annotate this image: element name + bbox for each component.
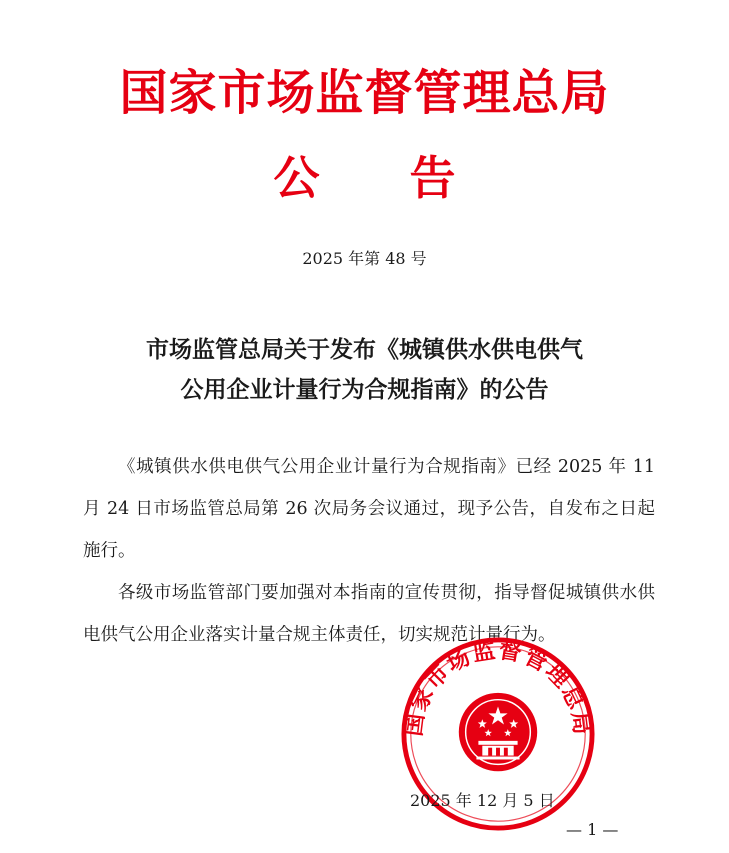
announcement-title [0, 330, 729, 410]
national-emblem-icon [459, 693, 537, 771]
document-number: 2025 年第 48 号 [302, 249, 427, 268]
title-line-2: 公用企业计量行为合规指南》的公告 [180, 376, 549, 403]
page-number: — 1 — [566, 820, 619, 839]
body-paragraph-1: 《城镇供水供电供气公用企业计量行为合规指南》已经 2025 年 11 月 24 日市场监管总局第 26 次局务会议通过，现予公告，自发布之日起施行。 [83, 457, 655, 561]
document-type-heading: 公告 [273, 151, 546, 205]
seal-text: 国家市场监督管理总局 [400, 637, 596, 738]
body-paragraph-2: 各级市场监管部门要加强对本指南的宣传贯彻，指导督促城镇供水供电供气公用企业落实计量合规主体责任，切实规范计量行为。 [83, 583, 655, 645]
issuing-authority-header: 国家市场监督管理总局 [119, 65, 610, 121]
issue-date: 2025 年 12 月 5 日 [410, 791, 555, 810]
title-line-1: 市场监管总局关于发布《城镇供水供电供气 [146, 336, 583, 363]
announcement-body [83, 446, 655, 656]
